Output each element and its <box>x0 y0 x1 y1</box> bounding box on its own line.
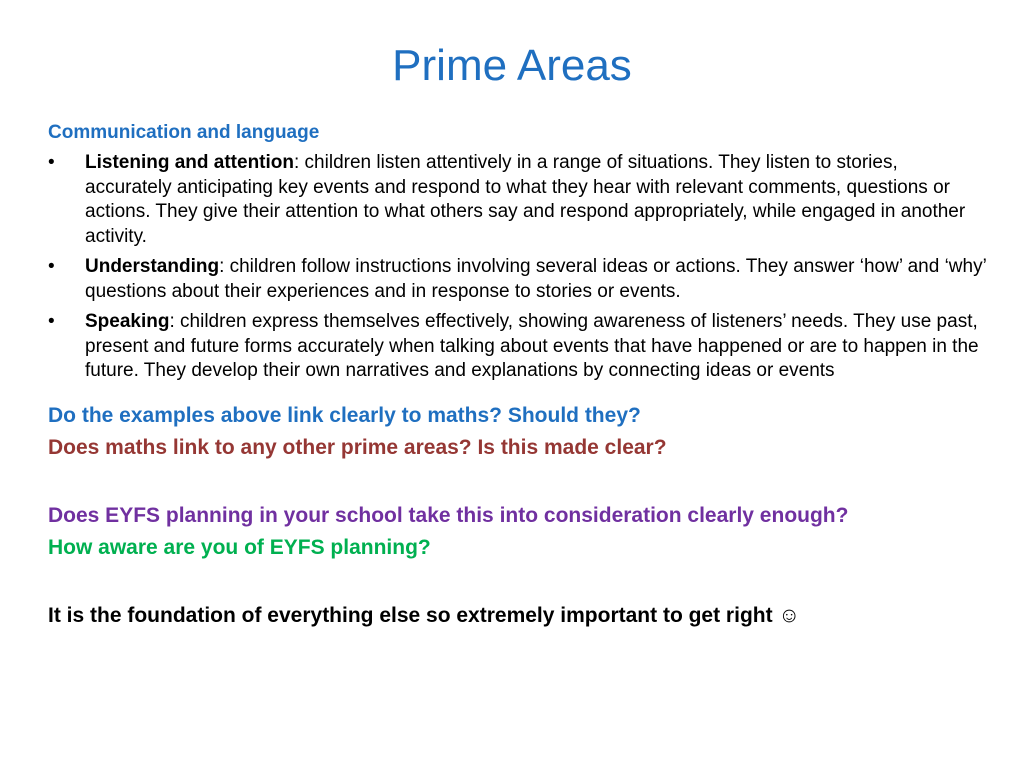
bullet-list <box>48 151 988 384</box>
question-eyfs-planning: Does EYFS planning in your school take this into consideration clearly enough? <box>48 503 849 527</box>
closing-statement <box>48 600 988 632</box>
spacer <box>48 390 988 400</box>
question-prime-areas: Does maths link to any other prime areas? Is this made clear? <box>48 435 667 459</box>
list-item <box>48 310 988 384</box>
question-eyfs-awareness: How aware are you of EYFS planning? <box>48 535 431 559</box>
bullet-text: : children follow instructions involving several ideas or actions. They answer ‘how’ and ‘why’ questions about their experiences and in response to stories or events. <box>85 256 987 302</box>
bullet-text: : children express themselves effectively, showing awareness of listeners’ needs. They use past, present and future forms accurately when talking about events that have happened or are to happen in the future. They develop their own narratives and explanations by connecting ideas or events <box>85 311 979 381</box>
bullet-text: : children listen attentively in a range of situations. They listen to stories, accurately anticipating key events and respond to what they hear with relevant comments, questions or actions. They give their attention to what others say and respond appropriately, while engaged in another activity. <box>85 152 966 247</box>
closing-text: It is the foundation of everything else so extremely important to get right <box>48 603 773 627</box>
bullet-icon: • <box>48 256 55 277</box>
list-item <box>48 151 988 249</box>
bullet-term: Listening and attention <box>85 152 294 173</box>
bullet-icon: • <box>48 311 55 332</box>
question-maths-link: Do the examples above link clearly to maths? Should they? <box>48 403 641 427</box>
spacer <box>48 464 988 500</box>
slide-title: Prime Areas <box>392 41 632 90</box>
spacer <box>48 564 988 600</box>
bullet-icon: • <box>48 152 55 173</box>
list-item <box>48 255 988 304</box>
section-heading: Communication and language <box>48 122 320 143</box>
slide-content <box>48 121 988 632</box>
smiley-icon: ☺ <box>778 603 800 627</box>
bullet-term: Understanding <box>85 256 220 277</box>
bullet-term: Speaking <box>85 311 170 332</box>
